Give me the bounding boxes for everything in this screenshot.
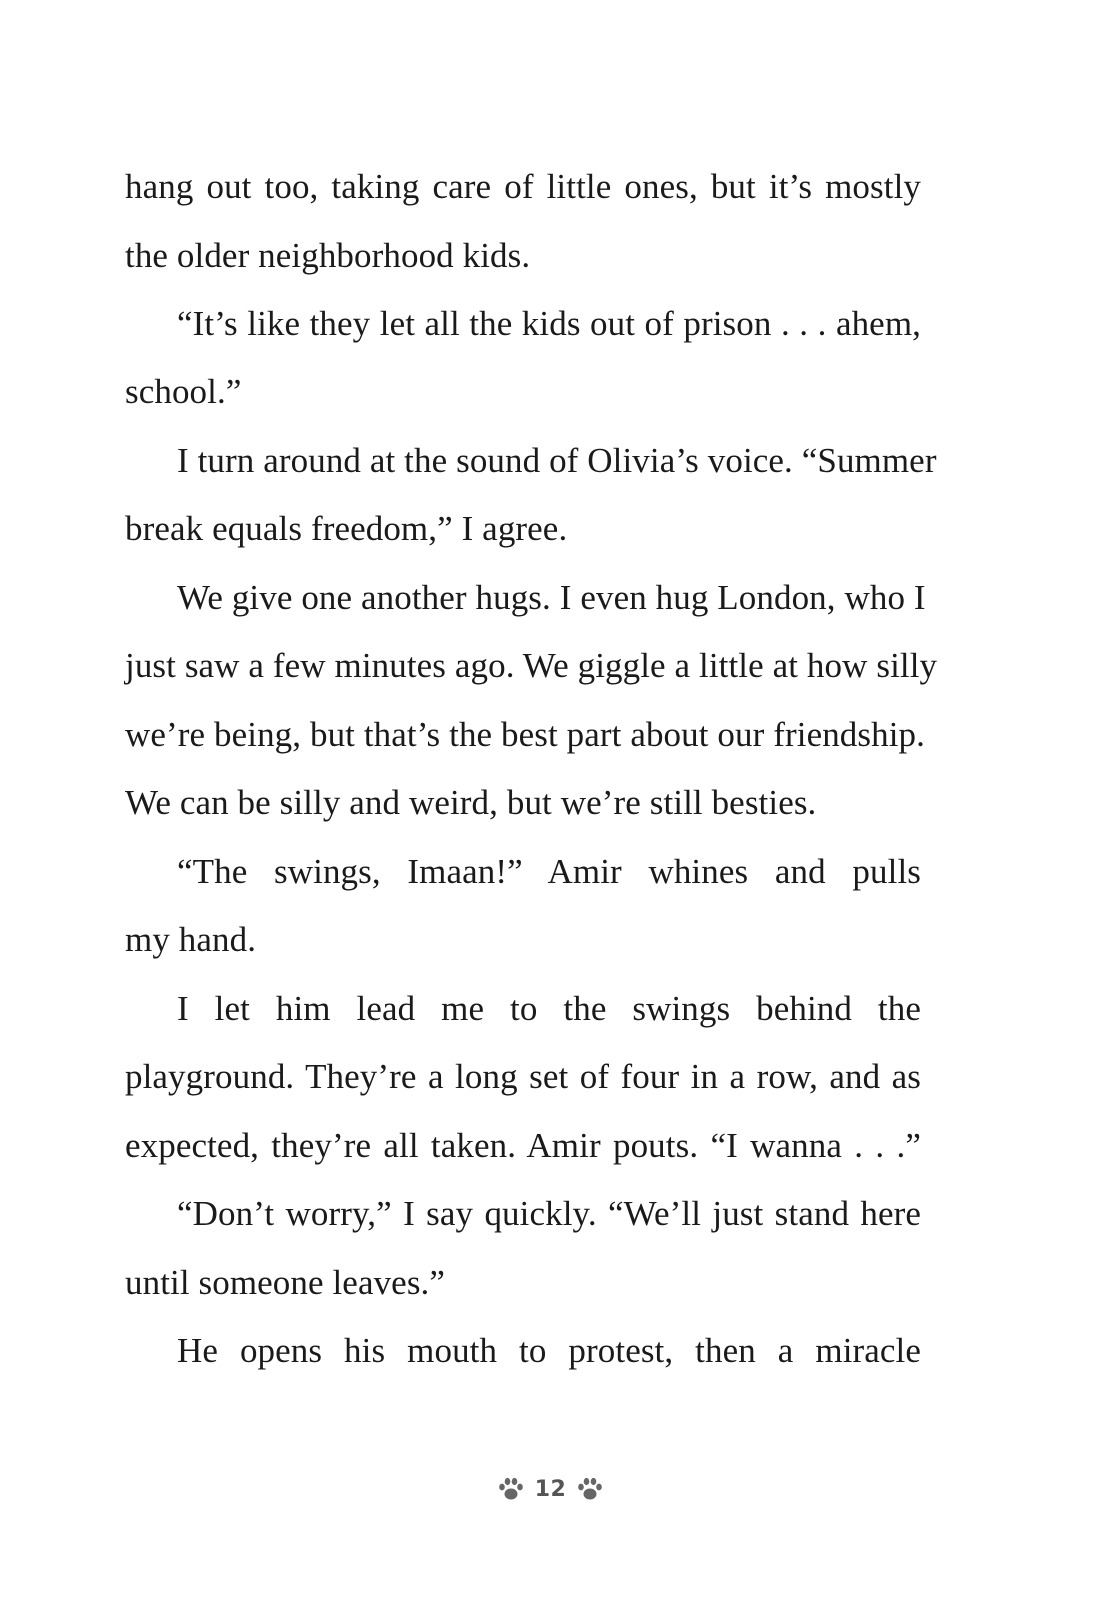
text-line: school.” bbox=[125, 372, 242, 411]
text-line: playground. They’re a long set of four in a row, and as bbox=[125, 1057, 921, 1096]
text-line: we’re being, but that’s the best part about our friendship. bbox=[125, 715, 925, 754]
text-line: “Don’t worry,” I say quickly. “We’ll just stand here bbox=[177, 1194, 921, 1233]
page-footer bbox=[0, 1469, 1101, 1509]
paw-print-icon bbox=[576, 1476, 604, 1502]
text-line: expected, they’re all taken. Amir pouts. “I wanna . . .” bbox=[125, 1126, 921, 1165]
paw-print-icon bbox=[497, 1476, 525, 1502]
text-line: until someone leaves.” bbox=[125, 1263, 446, 1302]
text-line: break equals freedom,” I agree. bbox=[125, 509, 568, 548]
text-line: “The swings, Imaan!” Amir whines and pulls bbox=[177, 852, 921, 891]
text-line: We give one another hugs. I even hug London, who I bbox=[177, 578, 926, 617]
text-line: “It’s like they let all the kids out of prison . . . ahem, bbox=[177, 304, 921, 343]
text-line: He opens his mouth to protest, then a miracle bbox=[177, 1331, 921, 1370]
text-line: hang out too, taking care of little ones, but it’s mostly bbox=[125, 167, 921, 206]
page-number: 12 bbox=[534, 1476, 567, 1502]
text-line: just saw a few minutes ago. We giggle a little at how silly bbox=[125, 646, 938, 685]
text-line: I let him lead me to the swings behind the bbox=[177, 989, 921, 1028]
text-line: I turn around at the sound of Olivia’s voice. “Summer bbox=[177, 441, 937, 480]
text-line: my hand. bbox=[125, 920, 257, 959]
text-line: the older neighborhood kids. bbox=[125, 236, 531, 275]
text-line: We can be silly and weird, but we’re still besties. bbox=[125, 783, 817, 822]
